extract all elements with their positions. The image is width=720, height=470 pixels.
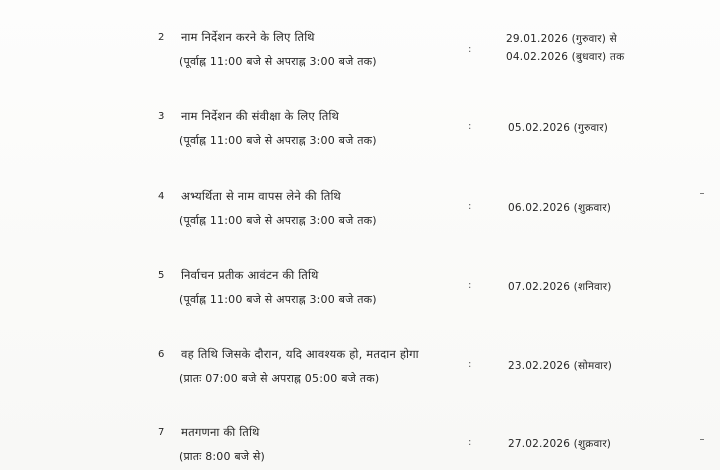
row-number: 7 [158,427,165,438]
row-time: (पूर्वाह्न 11:00 बजे से अपराह्न 3:00 बजे तक) [179,55,377,68]
row-number: 2 [158,32,165,43]
row-time: (पूर्वाह्न 11:00 बजे से अपराह्न 3:00 बजे तक) [179,134,377,147]
row-colon: : [468,201,472,212]
edge-mark [700,193,704,194]
row-colon: : [468,44,472,55]
row-date: 27.02.2026 (शुक्रवार) [508,438,612,450]
row-date-end: 04.02.2026 (बुधवार) तक [506,51,625,63]
row-time: (प्रातः 8:00 बजे से) [179,450,266,463]
row-time: (पूर्वाह्न 11:00 बजे से अपराह्न 3:00 बजे तक) [179,214,377,227]
edge-mark [700,439,704,440]
row-label: नाम निर्देशन की संवीक्षा के लिए तिथि [181,109,340,123]
row-number: 3 [158,111,165,122]
row-label: नाम निर्देशन करने के लिए तिथि [181,30,315,44]
row-time: (पूर्वाह्न 11:00 बजे से अपराह्न 3:00 बजे तक) [179,293,377,306]
row-date: 05.02.2026 (गुरुवार) [508,122,609,134]
row-label: वह तिथि जिसके दौरान, यदि आवश्यक हो, मतदान होगा [181,347,419,361]
row-colon: : [468,121,472,132]
row-number: 6 [158,349,165,360]
row-time: (प्रातः 07:00 बजे से अपराह्न 05:00 बजे तक) [179,372,380,385]
row-date-start: 29.01.2026 (गुरुवार) से [506,33,617,45]
row-date-range [506,30,624,66]
row-label: अभ्यर्थिता से नाम वापस लेने की तिथि [181,189,341,203]
row-colon: : [468,280,472,291]
row-number: 5 [158,270,165,281]
row-label: निर्वाचन प्रतीक आवंटन की तिथि [181,268,319,282]
row-date: 23.02.2026 (सोमवार) [508,360,612,372]
row-colon: : [468,437,472,448]
row-colon: : [468,359,472,370]
row-number: 4 [158,191,165,202]
row-date: 06.02.2026 (शुक्रवार) [508,202,612,214]
row-date: 07.02.2026 (शनिवार) [508,281,612,293]
row-label: मतगणना की तिथि [181,425,260,439]
